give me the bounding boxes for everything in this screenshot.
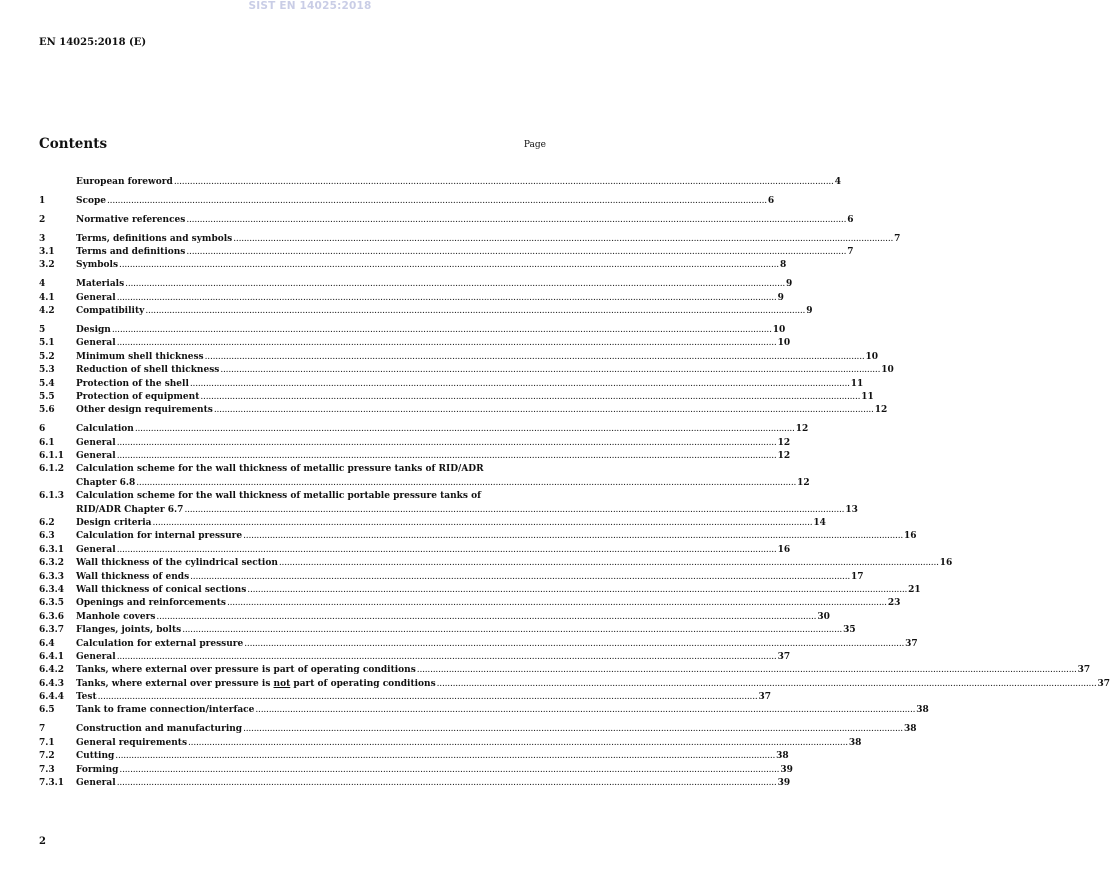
toc-entry-number: 7.1: [39, 737, 55, 748]
toc-entry-title: Protection of the shell: [76, 378, 189, 389]
toc-entry[interactable]: [39, 437, 791, 450]
toc-entry-number: 2: [39, 214, 46, 225]
toc-entry-title: Protection of equipment: [76, 391, 200, 402]
toc-entry-page: 12: [777, 451, 791, 462]
toc-leader-dots: [186, 214, 846, 227]
toc-entry-page: 16: [904, 531, 917, 542]
toc-entry-title: General: [76, 292, 116, 303]
toc-entry[interactable]: [39, 638, 918, 651]
toc-leader-dots: [214, 404, 874, 417]
toc-leader-dots: [437, 678, 1097, 691]
toc-entry-title: General: [76, 437, 116, 448]
toc-entry-page: 10: [777, 338, 791, 349]
toc-entry-title: General: [76, 651, 116, 662]
toc-entry-title: Other design requirements: [76, 405, 213, 416]
toc-entry[interactable]: [39, 324, 786, 337]
toc-entry-page: 12: [874, 405, 888, 416]
toc-leader-dots: [156, 611, 816, 624]
toc-leader-dots: [117, 450, 777, 463]
toc-leader-dots: [153, 517, 813, 530]
toc-leader-dots: [417, 664, 1077, 677]
toc-entry[interactable]: [39, 611, 830, 624]
toc-leader-dots: [247, 584, 907, 597]
toc-leader-dots: [107, 195, 767, 208]
toc-entry[interactable]: [39, 176, 841, 189]
toc-entry[interactable]: [39, 651, 791, 664]
toc-entry[interactable]: [39, 584, 921, 597]
toc-entry-number: 4: [39, 279, 46, 290]
toc-entry[interactable]: [39, 571, 864, 584]
toc-entry-number: 6.3.5: [39, 598, 65, 609]
toc-entry-title: Calculation scheme for the wall thickness of metallic pressure tanks of RID/ADR: [76, 464, 484, 475]
toc-entry-number: 6.3.7: [39, 625, 65, 636]
toc-entry-title: Openings and reinforcements: [76, 598, 226, 609]
toc-leader-dots: [112, 324, 772, 337]
toc-entry[interactable]: [39, 704, 929, 717]
toc-entry-page: 8: [779, 260, 787, 271]
toc-entry-title-part: Tanks, where external over pressure is: [76, 678, 274, 689]
toc-entry-page: 7: [847, 247, 854, 258]
toc-entry-number: 1: [39, 195, 46, 206]
toc-leader-dots: [98, 691, 758, 704]
toc-entry-page: 11: [850, 378, 864, 389]
toc-entry[interactable]: [39, 404, 888, 417]
toc-entry-title: Scope: [76, 195, 107, 206]
toc-leader-dots: [125, 278, 785, 291]
toc-entry-page: 13: [845, 504, 858, 515]
toc-entry-title: Calculation for internal pressure: [76, 531, 243, 542]
toc-leader-dots: [244, 638, 904, 651]
toc-entry-number: 5.6: [39, 405, 55, 416]
toc-entry-number: 6.4.3: [39, 678, 65, 689]
toc-entry-title: Construction and manufacturing: [76, 724, 243, 735]
toc-leader-dots: [205, 351, 865, 364]
toc-entry-page: 37: [777, 651, 791, 662]
toc-entry[interactable]: [39, 664, 1091, 677]
toc-leader-dots: [182, 624, 842, 637]
toc-entry-page: 10: [865, 351, 879, 362]
toc-entry[interactable]: [39, 259, 787, 272]
toc-leader-dots: [115, 750, 775, 763]
toc-entry-number: 6.3.4: [39, 584, 65, 595]
toc-entry-title-continued: Chapter 6.8: [76, 477, 136, 488]
toc-entry-title: Terms, definitions and symbols: [76, 233, 233, 244]
toc-entry[interactable]: [39, 233, 901, 246]
toc-entry-page: 23: [887, 598, 901, 609]
toc-entry-title: Calculation scheme for the wall thickness of metallic portable pressure tanks of: [76, 491, 481, 502]
toc-entry-title: Manhole covers: [76, 611, 156, 622]
toc-entry[interactable]: [39, 597, 901, 610]
toc-entry-page: 11: [861, 391, 874, 402]
toc-entry-title: Minimum shell thickness: [76, 351, 204, 362]
standard-id-header: EN 14025:2018 (E): [39, 37, 147, 48]
toc-entry[interactable]: [39, 391, 874, 404]
toc-entry-page: 14: [813, 517, 826, 528]
toc-entry-page: 12: [777, 437, 791, 448]
toc-entry-number: 7.3: [39, 764, 55, 775]
toc-entry-page: 17: [851, 571, 864, 582]
toc-entry-number: 6.4.1: [39, 651, 65, 662]
toc-entry[interactable]: [39, 530, 917, 543]
toc-entry-title: Compatibility: [76, 306, 145, 317]
toc-entry-title: Calculation for external pressure: [76, 638, 244, 649]
toc-entry-number: 4.2: [39, 306, 55, 317]
toc-entry[interactable]: [39, 378, 864, 391]
toc-entry-page: 10: [772, 325, 786, 336]
toc-leader-dots: [190, 571, 850, 584]
toc-entry-page: 9: [777, 292, 784, 303]
toc-entry[interactable]: [39, 624, 856, 637]
toc-entry-page: 16: [777, 544, 791, 555]
toc-leader-dots: [233, 233, 893, 246]
toc-leader-dots: [174, 176, 834, 189]
toc-entry-number: 7: [39, 724, 46, 735]
toc-entry-number: 5.3: [39, 365, 55, 376]
toc-entry-title: Symbols: [76, 260, 119, 271]
toc-entry-page: 12: [795, 424, 809, 435]
toc-entry-number: 3.2: [39, 260, 55, 271]
table-of-contents: [39, 176, 1110, 790]
toc-entry-title-part: part of operating conditions: [290, 678, 436, 689]
toc-entry-title: Materials: [76, 279, 125, 290]
toc-entry-number: 7.2: [39, 751, 55, 762]
toc-entry-title: General: [76, 451, 116, 462]
toc-entry-title: General: [76, 544, 116, 555]
toc-entry-number: 6.5: [39, 705, 55, 716]
toc-entry-number: 6.3.2: [39, 558, 65, 569]
toc-entry[interactable]: [39, 691, 772, 704]
toc-entry-number: 6.4.2: [39, 665, 65, 676]
toc-entry[interactable]: [39, 305, 813, 318]
toc-entry-page: 12: [797, 477, 810, 488]
toc-leader-dots: [135, 423, 795, 436]
toc-entry-number: 6.1: [39, 437, 55, 448]
toc-entry-page: 38: [903, 724, 917, 735]
toc-entry[interactable]: [39, 777, 791, 790]
contents-heading: Contents: [39, 136, 108, 152]
toc-entry[interactable]: [39, 351, 879, 364]
toc-entry-page: 16: [939, 558, 953, 569]
toc-entry-page: 10: [881, 365, 894, 376]
toc-entry-title: General: [76, 777, 116, 788]
toc-entry-title-emphasis: not: [273, 678, 291, 689]
toc-entry[interactable]: [39, 450, 791, 463]
page-column-label: Page: [523, 140, 546, 150]
toc-leader-dots: [117, 337, 777, 350]
toc-entry-title: Reduction of shell thickness: [76, 365, 220, 376]
toc-entry[interactable]: [39, 723, 917, 736]
toc-entry-page: 30: [817, 611, 830, 622]
toc-entry[interactable]: [39, 557, 953, 570]
toc-entry-page: 21: [908, 584, 921, 595]
toc-entry-number: 6.1.2: [39, 464, 65, 475]
toc-entry-page: 7: [894, 233, 901, 244]
toc-entry-page: 37: [1097, 678, 1110, 689]
toc-entry[interactable]: [39, 292, 784, 305]
toc-entry-number: 7.3.1: [39, 777, 65, 788]
toc-entry[interactable]: [39, 490, 546, 503]
toc-entry[interactable]: [39, 337, 791, 350]
toc-leader-dots: [117, 437, 777, 450]
toc-entry-page: 4: [834, 177, 841, 187]
page-number: 2: [39, 836, 46, 847]
toc-entry-title: Design criteria: [76, 517, 152, 528]
toc-entry[interactable]: [39, 278, 793, 291]
toc-entry-page: 6: [847, 214, 854, 225]
toc-leader-dots: [136, 477, 796, 490]
toc-entry-number: 5.1: [39, 338, 55, 349]
toc-entry-number: 6.1.1: [39, 451, 65, 462]
toc-entry[interactable]: [39, 504, 858, 517]
toc-entry-page: 35: [843, 625, 856, 636]
toc-entry-number: 6.1.3: [39, 491, 65, 502]
toc-leader-dots: [243, 530, 903, 543]
toc-leader-dots: [145, 305, 805, 318]
toc-entry-number: 6.3.1: [39, 544, 65, 555]
toc-entry-page: 6: [767, 195, 775, 206]
toc-entry-number: 4.1: [39, 292, 55, 303]
toc-entry-page: 38: [776, 751, 789, 762]
toc-entry[interactable]: [39, 423, 809, 436]
toc-entry-page: 37: [758, 692, 772, 703]
toc-leader-dots: [119, 259, 779, 272]
toc-leader-dots: [243, 723, 903, 736]
toc-entry-page: 38: [848, 737, 862, 748]
toc-entry-page: 38: [916, 705, 929, 716]
toc-entry-title: Tank to frame connection/interface: [76, 705, 255, 716]
toc-entry[interactable]: [39, 517, 826, 530]
toc-entry-title: Tanks, where external over pressure is part of operating conditions: [76, 665, 416, 676]
toc-entry-page: 39: [777, 777, 791, 788]
toc-entry-number: 5.5: [39, 391, 55, 402]
toc-entry-number: 6.4: [39, 638, 55, 649]
toc-entry[interactable]: [39, 246, 854, 259]
toc-entry-number: 3: [39, 233, 46, 244]
toc-entry-title: Calculation: [76, 424, 134, 435]
toc-entry-title: Test: [76, 692, 97, 703]
toc-entry-title: European foreword: [76, 177, 173, 187]
toc-entry-number: 5.2: [39, 351, 55, 362]
toc-entry-page: 39: [780, 764, 793, 775]
toc-leader-dots: [200, 391, 860, 404]
toc-leader-dots: [188, 737, 848, 750]
toc-entry-title: Cutting: [76, 751, 115, 762]
toc-leader-dots: [117, 651, 777, 664]
toc-entry-number: 6.3.3: [39, 571, 65, 582]
toc-entry-title: Terms and definitions: [76, 247, 186, 258]
toc-entry-title: General: [76, 338, 116, 349]
toc-entry-title-continued: RID/ADR Chapter 6.7: [76, 504, 184, 515]
toc-leader-dots: [117, 777, 777, 790]
watermark: SIST EN 14025:2018: [248, 0, 372, 12]
toc-entry-title: Forming: [76, 764, 119, 775]
toc-entry[interactable]: [39, 214, 854, 227]
toc-entry-number: 5: [39, 325, 46, 336]
toc-entry-number: 6.2: [39, 517, 55, 528]
toc-leader-dots: [220, 364, 880, 377]
toc-entry-number: 6.4.4: [39, 692, 65, 703]
toc-entry-title: Flanges, joints, bolts: [76, 625, 182, 636]
toc-entry-page: 37: [1077, 665, 1091, 676]
toc-entry-page: 37: [905, 638, 918, 649]
toc-entry-number: 6: [39, 424, 46, 435]
toc-entry[interactable]: [39, 678, 1110, 691]
toc-leader-dots: [279, 557, 939, 570]
toc-entry[interactable]: [39, 463, 546, 476]
toc-entry-title: Wall thickness of the cylindrical section: [76, 558, 278, 569]
toc-entry-title: Wall thickness of conical sections: [76, 584, 247, 595]
toc-entry-number: 3.1: [39, 247, 55, 258]
toc-leader-dots: [255, 704, 915, 717]
toc-entry[interactable]: [39, 544, 791, 557]
toc-leader-dots: [184, 504, 844, 517]
toc-leader-dots: [186, 246, 846, 259]
toc-entry[interactable]: [39, 477, 810, 490]
toc-entry-page: 9: [786, 279, 793, 290]
toc-entry[interactable]: [39, 195, 775, 208]
toc-entry[interactable]: [39, 750, 789, 763]
toc-entry-title: Design: [76, 325, 111, 336]
toc-entry-title: Normative references: [76, 214, 186, 225]
toc-entry-title: [76, 678, 436, 691]
toc-leader-dots: [227, 597, 887, 610]
toc-leader-dots: [119, 764, 779, 777]
toc-leader-dots: [190, 378, 850, 391]
toc-entry-number: 5.4: [39, 378, 55, 389]
toc-entry-title: General requirements: [76, 737, 188, 748]
toc-entry-number: 6.3: [39, 531, 55, 542]
toc-entry[interactable]: [39, 737, 862, 750]
toc-entry-number: 6.3.6: [39, 611, 65, 622]
toc-leader-dots: [117, 292, 777, 305]
toc-entry-page: 9: [806, 306, 813, 317]
toc-entry-title: Wall thickness of ends: [76, 571, 190, 582]
toc-leader-dots: [117, 544, 777, 557]
toc-entry[interactable]: [39, 764, 793, 777]
toc-entry[interactable]: [39, 364, 894, 377]
